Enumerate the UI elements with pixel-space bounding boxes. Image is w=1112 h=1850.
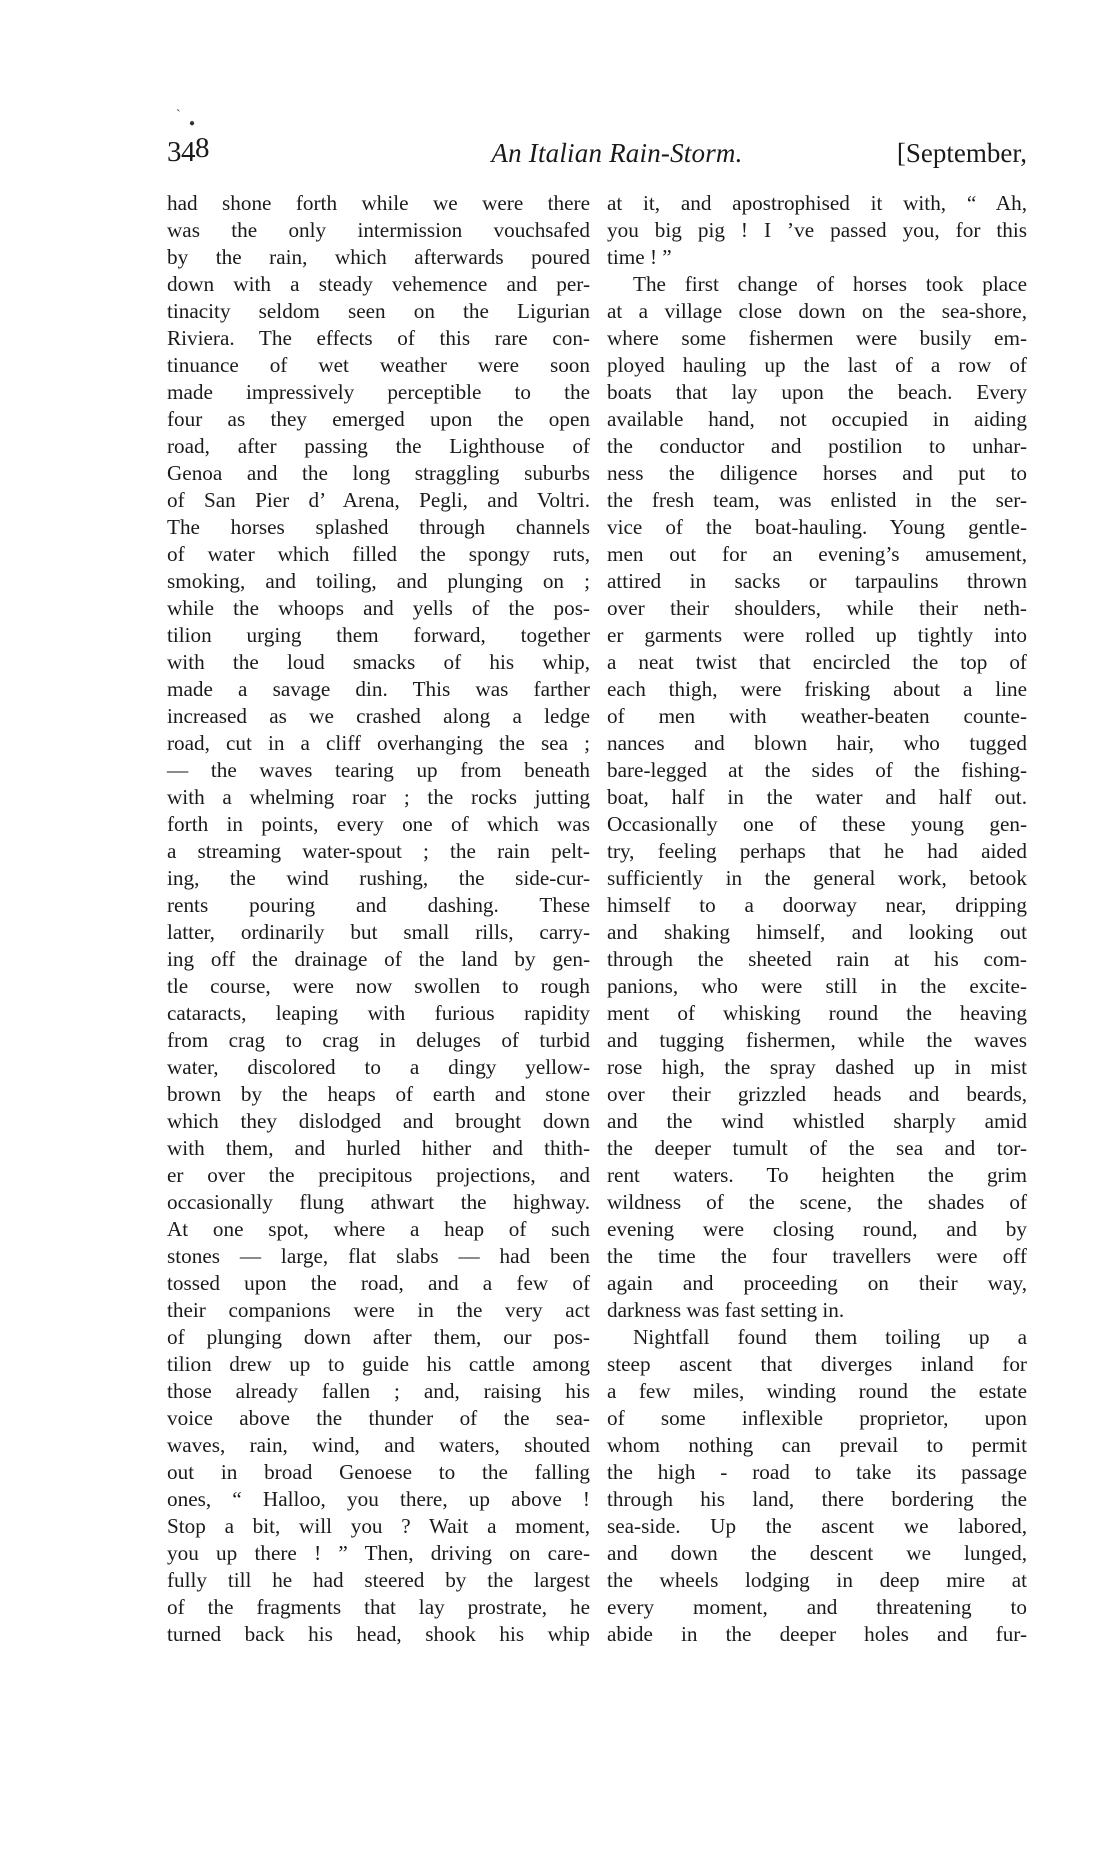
text-line: vice of the boat-hauling. Young gentle- — [607, 515, 1027, 539]
text-line: latter, ordinarily but small rills, carry- — [167, 920, 590, 944]
text-line: er garments were rolled up tightly into — [607, 623, 1027, 647]
text-line: rents pouring and dashing. These — [167, 893, 590, 917]
text-line: whom nothing can prevail to permit — [607, 1433, 1027, 1457]
text-line: ness the diligence horses and put to — [607, 461, 1027, 485]
text-line: with the loud smacks of his whip, — [167, 650, 590, 674]
text-line: again and proceeding on their way, — [607, 1271, 1027, 1295]
text-line: The horses splashed through channels — [167, 515, 590, 539]
text-line: road, cut in a cliff overhanging the sea ; — [167, 731, 590, 755]
text-line: Genoa and the long straggling suburbs — [167, 461, 590, 485]
text-line: down with a steady vehemence and per- — [167, 272, 590, 296]
text-line: smoking, and toiling, and plunging on ; — [167, 569, 590, 593]
text-line: wildness of the scene, the shades of — [607, 1190, 1027, 1214]
text-line: while the whoops and yells of the pos- — [167, 596, 590, 620]
text-line: and shaking himself, and looking out — [607, 920, 1027, 944]
text-line: Nightfall found them toiling up a — [633, 1325, 1027, 1349]
text-line: with them, and hurled hither and thith- — [167, 1136, 590, 1160]
text-line: over their grizzled heads and beards, — [607, 1082, 1027, 1106]
text-line: brown by the heaps of earth and stone — [167, 1082, 590, 1106]
text-line: try, feeling perhaps that he had aided — [607, 839, 1027, 863]
text-line: waves, rain, wind, and waters, shouted — [167, 1433, 590, 1457]
text-line: ployed hauling up the last of a row of — [607, 353, 1027, 377]
text-line: and tugging fishermen, while the waves — [607, 1028, 1027, 1052]
text-line: occasionally flung athwart the highway. — [167, 1190, 590, 1214]
text-line: four as they emerged upon the open — [167, 407, 590, 431]
text-line: boat, half in the water and half out. — [607, 785, 1027, 809]
text-line: water, discolored to a dingy yellow- — [167, 1055, 590, 1079]
text-line: Riviera. The effects of this rare con- — [167, 326, 590, 350]
text-line: steep ascent that diverges inland for — [607, 1352, 1027, 1376]
text-line: a streaming water-spout ; the rain pelt- — [167, 839, 590, 863]
text-line: at it, and apostrophised it with, “ Ah, — [607, 191, 1027, 215]
text-line: you big pig ! I ’ve passed you, for this — [607, 218, 1027, 242]
text-line: road, after passing the Lighthouse of — [167, 434, 590, 458]
text-line: abide in the deeper holes and fur- — [607, 1622, 1027, 1646]
text-line: attired in sacks or tarpaulins thrown — [607, 569, 1027, 593]
text-line: was the only intermission vouchsafed — [167, 218, 590, 242]
text-line: made impressively perceptible to the — [167, 380, 590, 404]
text-line: and the wind whistled sharply amid — [607, 1109, 1027, 1133]
text-line: available hand, not occupied in aiding — [607, 407, 1027, 431]
text-line: tinuance of wet weather were soon — [167, 353, 590, 377]
text-line: tossed upon the road, and a few of — [167, 1271, 590, 1295]
text-line: sea-side. Up the ascent we labored, — [607, 1514, 1027, 1538]
text-line: fully till he had steered by the largest — [167, 1568, 590, 1592]
text-line: had shone forth while we were there — [167, 191, 590, 215]
text-line: darkness was fast setting in. — [607, 1298, 845, 1322]
text-line: — the waves tearing up from beneath — [167, 758, 590, 782]
text-line: forth in points, every one of which was — [167, 812, 590, 836]
text-line: you up there ! ” Then, driving on care- — [167, 1541, 590, 1565]
text-line: rose high, the spray dashed up in mist — [607, 1055, 1027, 1079]
running-title: An Italian Rain-Storm. — [491, 138, 743, 168]
text-line: Stop a bit, will you ? Wait a moment, — [167, 1514, 590, 1538]
page-number-digit: 8 — [195, 132, 209, 164]
text-line: from crag to crag in deluges of turbid — [167, 1028, 590, 1052]
text-line: over their shoulders, while their neth- — [607, 596, 1027, 620]
text-line: the time the four travellers were off — [607, 1244, 1027, 1268]
text-line: rent waters. To heighten the grim — [607, 1163, 1027, 1187]
text-line: the wheels lodging in deep mire at — [607, 1568, 1027, 1592]
text-line: time ! ” — [607, 245, 672, 269]
text-line: panions, who were still in the excite- — [607, 974, 1027, 998]
text-line: through the sheeted rain at his com- — [607, 947, 1027, 971]
text-line: ing, the wind rushing, the side-cur- — [167, 866, 590, 890]
text-line: evening were closing round, and by — [607, 1217, 1027, 1241]
text-line: of some inflexible proprietor, upon — [607, 1406, 1027, 1430]
text-line: a neat twist that encircled the top of — [607, 650, 1027, 674]
text-line: at a village close down on the sea-shore, — [607, 299, 1027, 323]
text-line: through his land, there bordering the — [607, 1487, 1027, 1511]
text-line: At one spot, where a heap of such — [167, 1217, 590, 1241]
text-line: the fresh team, was enlisted in the ser- — [607, 488, 1027, 512]
text-line: himself to a doorway near, dripping — [607, 893, 1027, 917]
text-line: where some fishermen were busily em- — [607, 326, 1027, 350]
text-line: The first change of horses took place — [633, 272, 1027, 296]
text-line: by the rain, which afterwards poured — [167, 245, 590, 269]
text-line: ing off the drainage of the land by gen- — [167, 947, 590, 971]
text-line: of the fragments that lay prostrate, he — [167, 1595, 590, 1619]
text-line: men out for an evening’s amusement, — [607, 542, 1027, 566]
running-head — [167, 132, 1027, 176]
text-line: tle course, were now swollen to rough — [167, 974, 590, 998]
text-line: ones, “ Halloo, you there, up above ! — [167, 1487, 590, 1511]
text-line: sufficiently in the general work, betook — [607, 866, 1027, 890]
text-line: which they dislodged and brought down — [167, 1109, 590, 1133]
scan-speck: ` — [176, 108, 181, 123]
text-line: ment of whisking round the heaving — [607, 1001, 1027, 1025]
text-line: increased as we crashed along a ledge — [167, 704, 590, 728]
text-line: tilion urging them forward, together — [167, 623, 590, 647]
text-line: the conductor and postilion to unhar- — [607, 434, 1027, 458]
text-line: of water which filled the spongy ruts, — [167, 542, 590, 566]
text-line: the high - road to take its passage — [607, 1460, 1027, 1484]
text-line: stones — large, flat slabs — had been — [167, 1244, 590, 1268]
text-line: Occasionally one of these young gen- — [607, 812, 1027, 836]
text-line: nances and blown hair, who tugged — [607, 731, 1027, 755]
text-line: their companions were in the very act — [167, 1298, 590, 1322]
text-line: with a whelming roar ; the rocks jutting — [167, 785, 590, 809]
text-line: a few miles, winding round the estate — [607, 1379, 1027, 1403]
text-line: and down the descent we lunged, — [607, 1541, 1027, 1565]
scan-speck: ● — [189, 118, 196, 129]
text-line: boats that lay upon the beach. Every — [607, 380, 1027, 404]
text-line: made a savage din. This was farther — [167, 677, 590, 701]
text-line: turned back his head, shook his whip — [167, 1622, 590, 1646]
text-line: bare-legged at the sides of the fishing- — [607, 758, 1027, 782]
text-line: those already fallen ; and, raising his — [167, 1379, 590, 1403]
text-line: cataracts, leaping with furious rapidity — [167, 1001, 590, 1025]
right-column — [607, 190, 1027, 1648]
text-line: of plunging down after them, our pos- — [167, 1325, 590, 1349]
text-line: tinacity seldom seen on the Ligurian — [167, 299, 590, 323]
text-line: every moment, and threatening to — [607, 1595, 1027, 1619]
text-line: the deeper tumult of the sea and tor- — [607, 1136, 1027, 1160]
text-line: of San Pier d’ Arena, Pegli, and Voltri. — [167, 488, 590, 512]
running-date: [September, — [896, 138, 1027, 168]
text-line: er over the precipitous projections, and — [167, 1163, 590, 1187]
left-column — [167, 190, 590, 1648]
text-line: each thigh, were frisking about a line — [607, 677, 1027, 701]
text-line: of men with weather-beaten counte- — [607, 704, 1027, 728]
page-number-text: 348 — [167, 132, 209, 168]
text-line: voice above the thunder of the sea- — [167, 1406, 590, 1430]
text-line: out in broad Genoese to the falling — [167, 1460, 590, 1484]
text-line: tilion drew up to guide his cattle among — [167, 1352, 590, 1376]
